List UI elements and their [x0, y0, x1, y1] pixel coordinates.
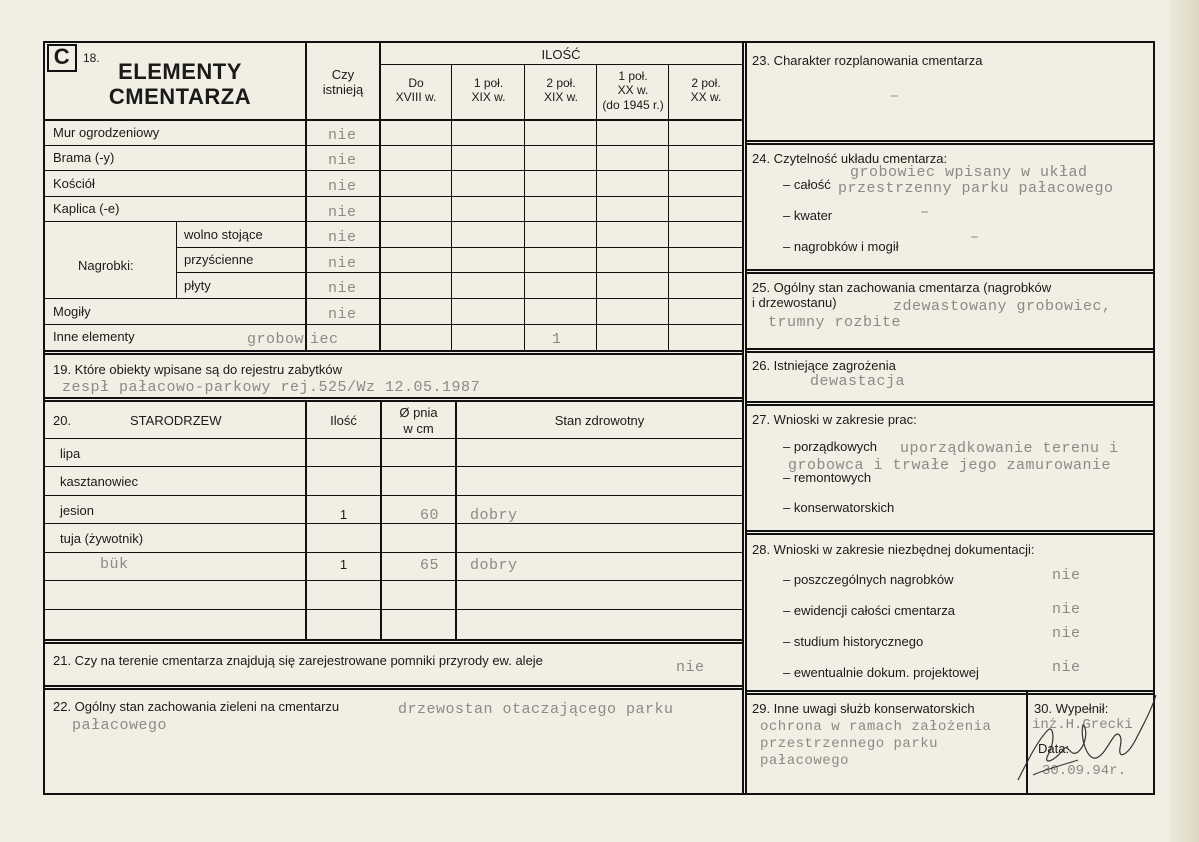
s24-kwater-label: – kwater [783, 208, 833, 223]
s24-calosc-label: – całość [783, 177, 831, 192]
s27-porz-typed-2: grobowca i trwałe jego zamurowanie [788, 457, 1112, 474]
s24-calosc-typed-1: grobowiec wpisany w układ [850, 164, 1088, 181]
s28-item-value: nie [1052, 659, 1081, 676]
period-3-l2: XIX w. [543, 90, 578, 104]
s27-rem-label: – remontowych [783, 470, 872, 485]
nagrobki-przyscienne-exists: nie [328, 255, 357, 272]
tree-name-typed: bük [100, 556, 129, 573]
s26-typed: dewastacja [810, 373, 906, 390]
s28-item-label: – studium historycznego [783, 634, 924, 649]
period-5-l2: XX w. [690, 90, 722, 104]
s22-typed-1: drzewostan otaczającego parku [398, 701, 674, 718]
s20-qty-header: Ilość [330, 413, 357, 428]
s22-label: 22. Ogólny stan zachowania zieleni na cmentarzu [53, 699, 340, 714]
tree-diam: 60 [420, 507, 440, 524]
signature [1008, 690, 1158, 790]
inne-typed: grobow [247, 331, 305, 348]
s24-nagrobkow-label: – nagrobków i mogił [783, 239, 899, 254]
exists-col-header-2: istnieją [322, 82, 364, 97]
period-5-l1: 2 poł. [691, 76, 721, 90]
inne-label: Inne elementy [53, 329, 135, 344]
row-label-brama: Brama (-y) [53, 150, 115, 165]
s24-nagrobkow-value: – [970, 229, 980, 246]
nagrobki-wolno-label: wolno stojące [184, 227, 263, 242]
elements-title-line2: CMENTARZA [108, 84, 252, 109]
s25-label-2: i drzewostanu) [752, 295, 837, 310]
section-number-18: 18. [83, 51, 100, 65]
nagrobki-przyscienne-label: przyścienne [184, 252, 254, 267]
row-exists-mur: nie [328, 127, 357, 144]
period-4-l3: (do 1945 r.) [602, 98, 664, 112]
s23-label: 23. Charakter rozplanowania cmentarza [752, 53, 983, 68]
tree-name: tuja (żywotnik) [60, 531, 144, 546]
period-3-l1: 2 poł. [546, 76, 576, 90]
s27-kons-label: – konserwatorskich [783, 500, 895, 515]
s29-label: 29. Inne uwagi służb konserwatorskich [752, 701, 975, 716]
s25-typed-2: trumny rozbite [768, 314, 902, 331]
s21-typed: nie [676, 659, 705, 676]
nagrobki-plyty-label: płyty [184, 278, 211, 293]
s20-diam-header-1: Ø pnia [399, 405, 438, 420]
s29-typed-2: przestrzennego parku [760, 736, 939, 752]
period-1-l1: Do [408, 76, 424, 90]
s27-porz-label: – porządkowych [783, 439, 877, 454]
row-label-kosciol: Kościół [53, 176, 95, 191]
mogily-exists: nie [328, 306, 357, 323]
exists-col-header-1: Czy [331, 67, 355, 82]
s28-item-value: nie [1052, 601, 1081, 618]
nagrobki-label: Nagrobki: [78, 258, 134, 273]
elements-title-line1: ELEMENTY [118, 59, 242, 84]
tree-name: kasztanowiec [60, 474, 139, 489]
quantity-header: ILOŚĆ [541, 47, 581, 62]
period-2-l2: XIX w. [471, 90, 506, 104]
mogily-label: Mogiły [53, 304, 91, 319]
s23-value: – [890, 88, 900, 105]
row-exists-kosciol: nie [328, 178, 357, 195]
period-1-l2: XVIII w. [395, 90, 437, 104]
s30-date-label: Data: [1038, 741, 1070, 756]
inne-count: 1 [552, 331, 562, 348]
s29-typed-1: ochrona w ramach założenia [760, 719, 992, 735]
s28-item-value: nie [1052, 567, 1081, 584]
s28-item-label: – ewentualnie dokum. projektowej [783, 665, 979, 680]
s29-typed-3: pałacowego [760, 753, 850, 769]
row-label-mur: Mur ogrodzeniowy [53, 125, 160, 140]
row-exists-brama: nie [328, 152, 357, 169]
s19-typed: zespł pałacowo-parkowy rej.525/Wz 12.05.1987 [62, 379, 481, 396]
section-letter: C [53, 44, 71, 69]
s24-label: 24. Czytelność układu cmentarza: [752, 151, 948, 166]
nagrobki-wolno-exists: nie [328, 229, 357, 246]
s28-label: 28. Wnioski w zakresie niezbędnej dokumentacji: [752, 542, 1035, 557]
s28-item-label: – poszczególnych nagrobków [783, 572, 954, 587]
s20-diam-header-2: w cm [403, 421, 434, 436]
tree-name: lipa [60, 446, 81, 461]
period-4-l1: 1 poł. [618, 69, 648, 83]
tree-qty: 1 [339, 507, 348, 522]
period-2-l1: 1 poł. [473, 76, 504, 90]
tree-diam: 65 [420, 557, 440, 574]
tree-health: dobry [470, 507, 518, 524]
row-exists-kaplica: nie [328, 204, 357, 221]
s24-calosc-typed-2: przestrzenny parku pałacowego [838, 180, 1114, 197]
row-label-kaplica: Kaplica (-e) [53, 201, 120, 216]
s25-typed-1: zdewastowany grobowiec, [893, 298, 1112, 315]
tree-qty: 1 [339, 557, 348, 572]
inne-exists: iec [310, 331, 339, 348]
s26-label: 26. Istniejące zagrożenia [752, 358, 896, 373]
s24-kwater-value: – [920, 204, 930, 221]
s21-label: 21. Czy na terenie cmentarza znajdują się zarejestrowane pomniki przyrody ew. aleje [53, 653, 543, 668]
s30-date: 30.09.94r. [1042, 763, 1127, 779]
nagrobki-plyty-exists: nie [328, 280, 357, 297]
s28-item-value: nie [1052, 625, 1081, 642]
page-edge [1169, 0, 1199, 842]
s20-health-header: Stan zdrowotny [554, 413, 645, 428]
s27-label: 27. Wnioski w zakresie prac: [752, 412, 917, 427]
period-4-l2: XX w. [617, 83, 649, 97]
tree-health: dobry [470, 557, 518, 574]
s19-label: 19. Które obiekty wpisane są do rejestru zabytków [53, 362, 343, 377]
s22-typed-2: pałacowego [72, 717, 168, 734]
tree-name: jesion [60, 503, 94, 518]
s28-item-label: – ewidencji całości cmentarza [783, 603, 955, 618]
s30-label: 30. Wypełnił: [1034, 701, 1109, 716]
s20-number: 20. [53, 413, 72, 428]
s25-label-1: 25. Ogólny stan zachowania cmentarza (nagrobków [752, 280, 1052, 295]
s27-porz-typed-1: uporządkowanie terenu i [900, 440, 1119, 457]
s20-title: STARODRZEW [130, 413, 222, 428]
s30-name: inż.H.Grecki [1032, 717, 1133, 733]
